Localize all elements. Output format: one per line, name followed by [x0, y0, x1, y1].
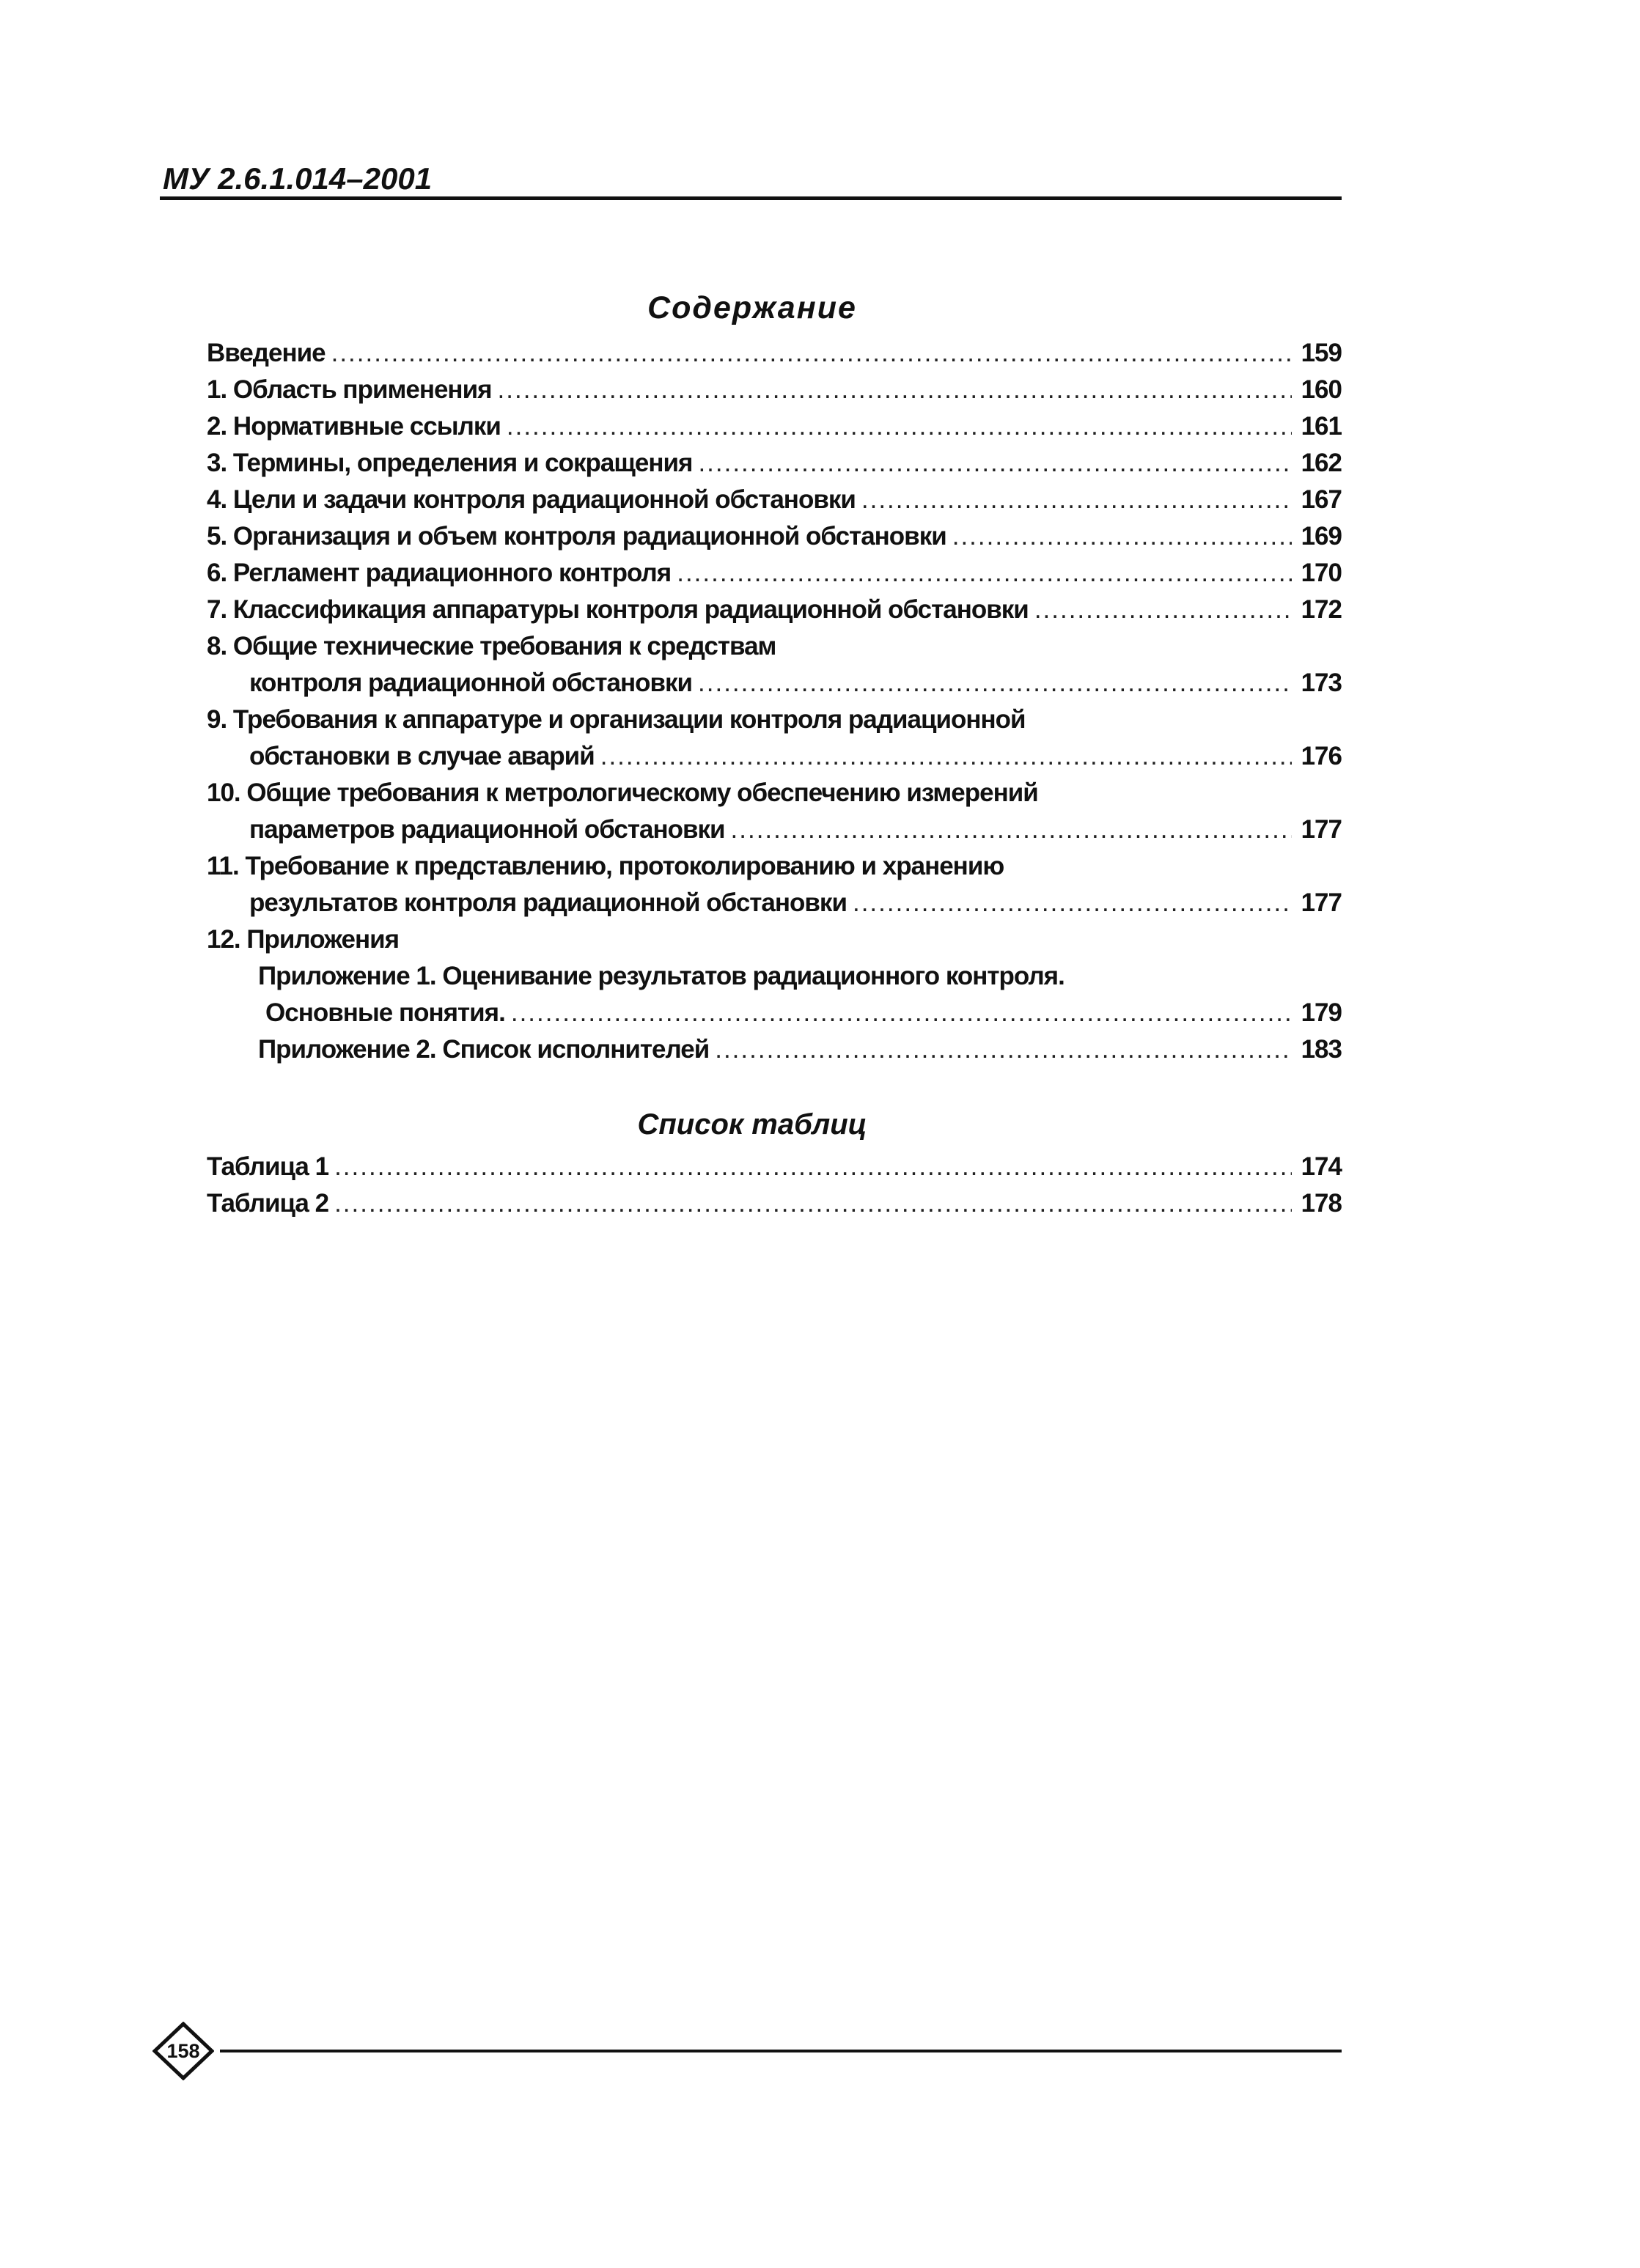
dot-leader [498, 372, 1292, 408]
tables-entry-text: Таблица 2 [207, 1189, 329, 1218]
toc-entry-text: Введение [207, 339, 326, 367]
toc-entry-3[interactable] [207, 445, 1342, 482]
tables-entry-text: Таблица 1 [207, 1152, 329, 1181]
toc-entry-page: 159 [1301, 339, 1342, 367]
dot-leader [600, 738, 1292, 775]
dot-leader [334, 1149, 1292, 1185]
toc-entry-text: 12. Приложения [207, 925, 400, 954]
tables-list-title: Список таблиц [637, 1108, 867, 1141]
toc-entry-introduction[interactable] [207, 335, 1342, 372]
toc-entry-9-continuation[interactable] [207, 738, 1342, 775]
toc-entry-10-continuation[interactable] [207, 811, 1342, 848]
toc-entry-text: 2. Нормативные ссылки [207, 412, 501, 441]
toc-title: Содержание [647, 290, 857, 325]
toc-entry-text: 5. Организация и объем контроля радиационной обстановки [207, 522, 946, 551]
page-number-badge [152, 2022, 214, 2080]
tables-entry-page: 174 [1301, 1152, 1342, 1181]
toc-entry-page: 170 [1301, 559, 1342, 587]
toc-entry-text-continuation: обстановки в случае аварий [249, 742, 595, 770]
dot-leader [334, 1185, 1292, 1222]
toc-entry-text: 8. Общие технические требования к средствам [207, 632, 776, 660]
tables-entry-2[interactable] [207, 1185, 1342, 1222]
toc-entry-page: 177 [1301, 815, 1342, 844]
toc-entry-text: 9. Требования к аппаратуре и организации контроля радиационной [207, 705, 1026, 734]
toc-entry-appendix-2[interactable] [207, 1031, 1342, 1068]
dot-leader [715, 1031, 1292, 1068]
toc-entry-page: 162 [1301, 449, 1342, 477]
toc-entry-page: 161 [1301, 412, 1342, 441]
toc-entry-text-continuation: результатов контроля радиационной обстановки [249, 888, 847, 917]
toc-entry-12-heading[interactable] [207, 921, 1342, 958]
toc-entry-8-heading[interactable] [207, 628, 1342, 665]
tables-entry-page: 178 [1301, 1189, 1342, 1218]
toc-entry-text: 1. Область применения [207, 375, 492, 404]
toc-entry-9-heading[interactable] [207, 702, 1342, 738]
dot-leader [677, 555, 1292, 592]
toc-entry-text: 10. Общие требования к метрологическому обеспечению измерений [207, 778, 1038, 807]
toc-entry-text: 7. Классификация аппаратуры контроля радиационной обстановки [207, 595, 1029, 624]
dot-leader [731, 811, 1292, 848]
list-of-tables [207, 1149, 1342, 1222]
dot-leader [853, 885, 1292, 921]
toc-entry-text-continuation: Основные понятия. [265, 998, 505, 1027]
document-code: МУ 2.6.1.014–2001 [163, 161, 433, 196]
dot-leader [861, 482, 1292, 518]
toc-entry-1[interactable] [207, 372, 1342, 408]
toc-entry-8-continuation[interactable] [207, 665, 1342, 702]
toc-entry-11-heading[interactable] [207, 848, 1342, 885]
dot-leader [507, 408, 1292, 445]
toc-entry-11-continuation[interactable] [207, 885, 1342, 921]
toc-entry-page: 173 [1301, 669, 1342, 697]
toc-entry-page: 172 [1301, 595, 1342, 624]
tables-entry-1[interactable] [207, 1149, 1342, 1185]
toc-entry-page: 179 [1301, 998, 1342, 1027]
toc-entry-7[interactable] [207, 592, 1342, 628]
dot-leader [331, 335, 1292, 372]
toc-entry-page: 177 [1301, 888, 1342, 917]
toc-entry-text: 3. Термины, определения и сокращения [207, 449, 693, 477]
dot-leader [511, 995, 1292, 1031]
dot-leader [952, 518, 1292, 555]
header-rule [160, 196, 1342, 200]
toc-entry-text-continuation: параметров радиационной обстановки [249, 815, 725, 844]
toc-entry-6[interactable] [207, 555, 1342, 592]
toc-entry-appendix-1-heading[interactable] [207, 958, 1342, 995]
toc-entry-page: 176 [1301, 742, 1342, 770]
toc-entry-page: 167 [1301, 485, 1342, 514]
toc-entry-5[interactable] [207, 518, 1342, 555]
table-of-contents [207, 335, 1342, 1068]
page-number: 158 [166, 2040, 200, 2062]
toc-entry-text: Приложение 2. Список исполнителей [258, 1035, 710, 1064]
dot-leader [1034, 592, 1292, 628]
toc-entry-2[interactable] [207, 408, 1342, 445]
toc-entry-4[interactable] [207, 482, 1342, 518]
toc-entry-text-continuation: контроля радиационной обстановки [249, 669, 693, 697]
toc-entry-text: 6. Регламент радиационного контроля [207, 559, 672, 587]
toc-entry-text: Приложение 1. Оценивание результатов радиационного контроля. [258, 962, 1064, 990]
dot-leader [698, 445, 1292, 482]
toc-entry-page: 169 [1301, 522, 1342, 551]
toc-entry-page: 160 [1301, 375, 1342, 404]
toc-entry-appendix-1-continuation[interactable] [207, 995, 1342, 1031]
toc-entry-text: 4. Цели и задачи контроля радиационной обстановки [207, 485, 856, 514]
toc-entry-page: 183 [1301, 1035, 1342, 1064]
toc-entry-text: 11. Требование к представлению, протоколированию и хранению [207, 852, 1004, 880]
dot-leader [698, 665, 1292, 702]
toc-entry-10-heading[interactable] [207, 775, 1342, 811]
footer-rule [220, 2050, 1342, 2052]
